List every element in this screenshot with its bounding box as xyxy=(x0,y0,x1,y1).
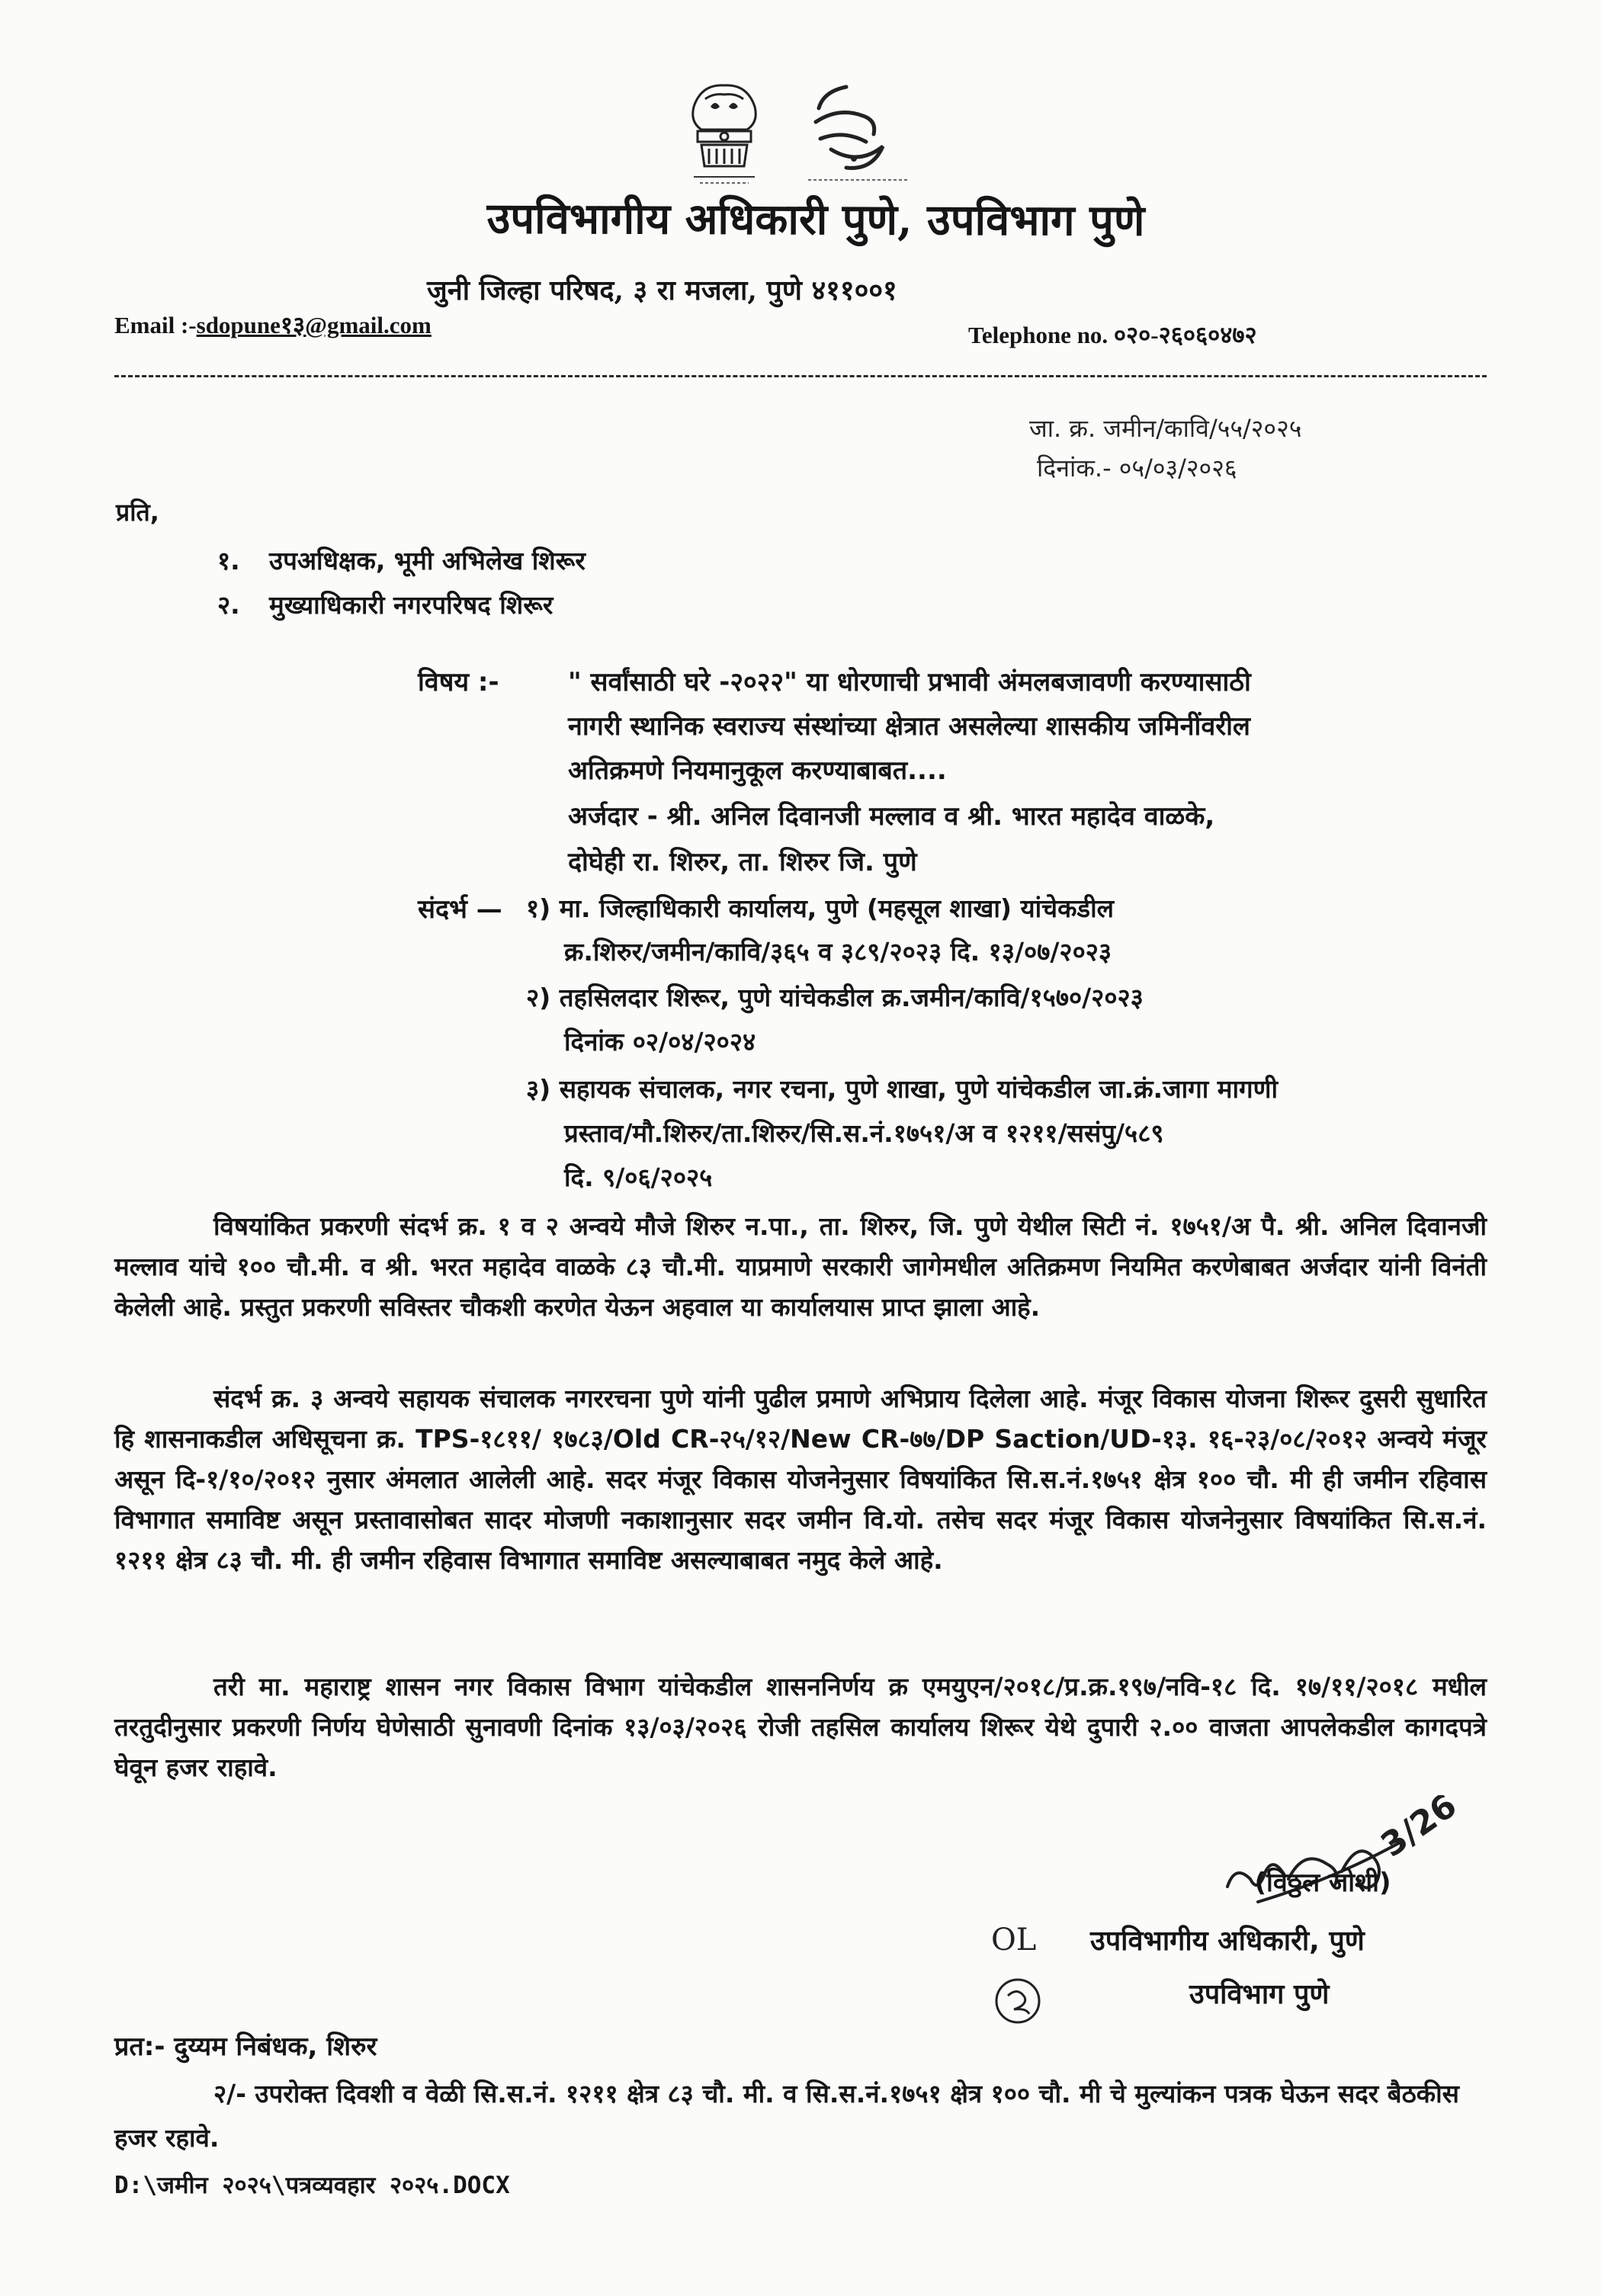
subject-line: " सर्वांसाठी घरे -२०२२" या धोरणाची प्रभावी अंमलबजावणी करण्यासाठी xyxy=(568,667,1251,697)
recipient-number: १. xyxy=(217,546,240,576)
subject-line: दोघेही रा. शिरुर, ता. शिरुर जि. पुणे xyxy=(568,847,917,877)
reference-item: दि. ९/०६/२०२५ xyxy=(564,1162,713,1192)
reference-item: दिनांक ०२/०४/२०२४ xyxy=(564,1027,756,1057)
email-link[interactable]: sdopune१३@gmail.com xyxy=(196,312,432,338)
reference-item: १) मा. जिल्हाधिकारी कार्यालय, पुणे (महसूल शाखा) यांचेकडील xyxy=(526,893,1115,923)
office-address: जुनी जिल्हा परिषद, ३ रा मजला, पुणे ४११००१ xyxy=(427,274,897,306)
subject-line: अर्जदार - श्री. अनिल दिवानजी मल्लाव व श्री. भारत महादेव वाळके, xyxy=(568,801,1215,832)
recipient-item xyxy=(217,587,1132,625)
reference-item: प्रस्ताव/मौ.शिरुर/ता.शिरुर/सि.स.नं.१७५१/अ व १२११/ससंपु/५८९ xyxy=(564,1118,1164,1148)
recipient-item xyxy=(217,543,1132,581)
references-label: संदर्भ — xyxy=(418,894,502,925)
body-paragraph: विषयांकित प्रकरणी संदर्भ क्र. १ व २ अन्वये मौजे शिरुर न.पा., ता. शिरुर, जि. पुणे येथील सिटी नं. १७५१/अ पै. श्री. अनिल दिवानजी मल्लाव यांचे १०० चौ.मी. व श्री. भरत महादेव वाळके ८३ चौ.मी. याप्रमाणे सरकारी जागेमधील अतिक्रमण नियमित करणेबाबत अर्जदार यांनी विनंती केलेली आहे. प्रस्तुत प्रकरणी सविस्तर चौकशी करणेत येऊन अहवाल या कार्यालयास प्राप्त झाला आहे. xyxy=(114,1211,1487,1322)
reference-item: क्र.शिरुर/जमीन/कावि/३६५ व ३८९/२०२३ दि. १३/०७/२०२३ xyxy=(564,937,1112,967)
maharashtra-seal-icon xyxy=(793,76,915,191)
handwritten-circle-icon xyxy=(991,1974,1044,2028)
copy-instruction: २/- उपरोक्त दिवशी व वेळी सि.स.नं. १२११ क्षेत्र ८३ चौ. मी. व सि.स.नं.१७५१ क्षेत्र १०० चौ. मी चे मुल्यांकन पत्रक घेऊन सदर बैठकीस हजर रहावे. xyxy=(114,2079,1459,2153)
email-label: Email :- xyxy=(114,312,197,338)
file-path: D:\जमीन २०२५\पत्रव्यवहार २०२५.DOCX xyxy=(114,2172,510,2199)
subject-label: विषय :- xyxy=(418,667,499,697)
signatory-name: (विठ्ठल जोशी) xyxy=(1254,1868,1391,1898)
header-divider xyxy=(114,375,1487,377)
reference-item: २) तहसिलदार शिरूर, पुणे यांचेकडील क्र.जमीन/कावि/१५७०/२०२३ xyxy=(526,983,1144,1012)
signature-date-mark: 3/26 xyxy=(1374,1795,1456,1865)
subject-line: नागरी स्थानिक स्वराज्य संस्थांच्या क्षेत्रात असलेल्या शासकीय जमिनींवरील xyxy=(568,711,1250,742)
signature-icon xyxy=(1212,1795,1456,1925)
telephone: Telephone no. ०२०-२६०६०४७२ xyxy=(968,322,1257,348)
recipient-number: २. xyxy=(217,590,240,620)
copy-to: प्रत:- दुय्यम निबंधक, शिरुर xyxy=(114,2031,377,2062)
body-paragraph: संदर्भ क्र. ३ अन्वये सहायक संचालक नगररचना पुणे यांनी पुढील प्रमाणे अभिप्राय दिलेला आहे. मंजूर विकास योजना शिरूर दुसरी सुधारित हि शासनाकडील अधिसूचना क्र. TPS-१८११/ १७८३/Old CR-२५/१२/New CR-७७/DP Saction/UD-१३. १६-२३/०८/२०१२ अन्वये मंजूर असून दि-१/१०/२०१२ नुसार अंमलात आलेली आहे. सदर मंजूर विकास योजनेनुसार विषयांकित सि.स.नं.१७५१ क्षेत्र १०० चौ. मी ही जमीन रहिवास विभागात समाविष्ट असून प्रस्तावासोबत सादर मोजणी नकाशानुसार सदर जमीन वि.यो. तसेच सदर मंजूर विकास योजनेनुसार विषयांकित सि.स.नं. १२११ क्षेत्र ८३ चौ. मी. ही जमीन रहिवास विभागात समाविष्ट असल्याबाबत नमुद केले आहे. xyxy=(114,1384,1487,1575)
body-paragraph: तरी मा. महाराष्ट्र शासन नगर विकास विभाग यांचेकडील शासननिर्णय क्र एमयुएन/२०१८/प्र.क्र.१९७/नवि-१८ दि. १७/११/२०१८ मधील तरतुदीनुसार प्रकरणी निर्णय घेणेसाठी सुनावणी दिनांक १३/०३/२०२६ रोजी तहसिल कार्यालय शिरूर येथे दुपारी २.०० वाजता आपलेकडील कागदपत्रे घेवून हजर राहावे. xyxy=(114,1672,1487,1782)
recipient-text: उपअधिक्षक, भूमी अभिलेख शिरूर xyxy=(269,546,586,576)
emblem-group xyxy=(671,76,945,191)
signatory-office: उपविभाग पुणे xyxy=(1189,1979,1330,2010)
subject-line: अतिक्रमणे नियमानुकूल करण्याबाबत.... xyxy=(568,755,947,786)
signatory-designation: उपविभागीय अधिकारी, पुणे xyxy=(1090,1926,1365,1957)
office-title: उपविभागीय अधिकारी पुणे, उपविभाग पुणे xyxy=(486,193,1145,246)
reference-item: ३) सहायक संचालक, नगर रचना, पुणे शाखा, पुणे यांचेकडील जा.क्रं.जागा मागणी xyxy=(526,1074,1279,1104)
handwritten-initials: OL xyxy=(991,1922,1037,1958)
email-row xyxy=(114,309,648,354)
letter-date: दिनांक.- ०५/०३/२०२६ xyxy=(1037,454,1237,483)
outward-number: जा. क्र. जमीन/कावि/५५/२०२५ xyxy=(1029,414,1302,443)
ashoka-emblem-icon xyxy=(671,76,778,191)
prati-label: प्रति, xyxy=(116,498,159,527)
recipient-text: मुख्याधिकारी नगरपरिषद शिरूर xyxy=(269,590,553,620)
